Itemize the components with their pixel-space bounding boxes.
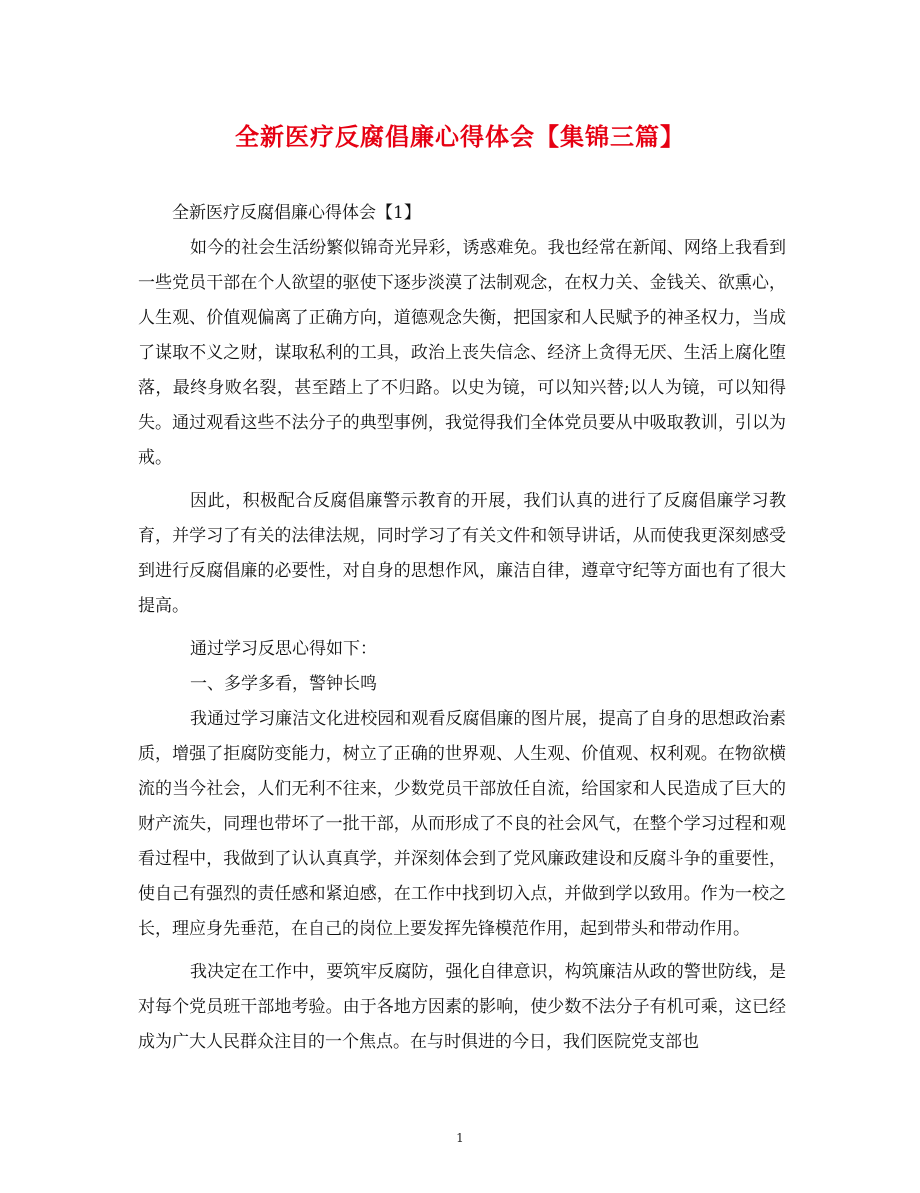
paragraph: 我决定在工作中，要筑牢反腐防，强化自律意识，构筑廉洁从政的警世防线，是对每个党员班干部地考验。由于各地方因素的影响，使少数不法分子有机可乘，这已经成为广大人民群众注目的一个焦点。在与时俱进的今日，我们医院党支部也 <box>138 962 786 1052</box>
page-number: 1 <box>456 1131 464 1145</box>
paragraph: 因此，积极配合反腐倡廉警示教育的开展，我们认真的进行了反腐倡廉学习教育，并学习了有关的法律法规，同时学习了有关文件和领导讲话，从而使我更深刻感受到进行反腐倡廉的必要性，对自身的思想作风，廉洁自律，遵章守纪等方面也有了很大提高。 <box>138 491 786 616</box>
section-heading: 全新医疗反腐倡廉心得体会【1】 <box>172 203 421 223</box>
paragraph: 通过学习反思心得如下： <box>190 639 377 659</box>
document-title: 全新医疗反腐倡廉心得体会【集锦三篇】 <box>235 122 685 151</box>
list-heading: 一、多学多看，警钟长鸣 <box>190 674 377 694</box>
document-body <box>138 196 786 1060</box>
paragraph: 如今的社会生活纷繁似锦奇光异彩，诱惑难免。我也经常在新闻、网络上我看到一些党员干部在个人欲望的驱使下逐步淡漠了法制观念，在权力关、金钱关、欲熏心，人生观、价值观偏离了正确方向，道德观念失衡，把国家和人民赋予的神圣权力，当成了谋取不义之财，谋取私利的工具，政治上丧失信念、经济上贪得无厌、生活上腐化堕落，最终身败名裂，甚至踏上了不归路。以史为镜，可以知兴替;以人为镜，可以知得失。通过观看这些不法分子的典型事例，我觉得我们全体党员要从中吸取教训，引以为戒。 <box>138 238 786 468</box>
paragraph: 我通过学习廉洁文化进校园和观看反腐倡廉的图片展，提高了自身的思想政治素质，增强了拒腐防变能力，树立了正确的世界观、人生观、价值观、权利观。在物欲横流的当今社会，人们无利不往来，少数党员干部放任自流，给国家和人民造成了巨大的财产流失，同理也带坏了一批干部，从而形成了不良的社会风气，在整个学习过程和观看过程中，我做到了认认真真学，并深刻体会到了党风廉政建设和反腐斗争的重要性，使自己有强烈的责任感和紧迫感，在工作中找到切入点，并做到学以致用。作为一校之长，理应身先垂范，在自己的岗位上要发挥先锋模范作用，起到带头和带动作用。 <box>138 709 786 939</box>
